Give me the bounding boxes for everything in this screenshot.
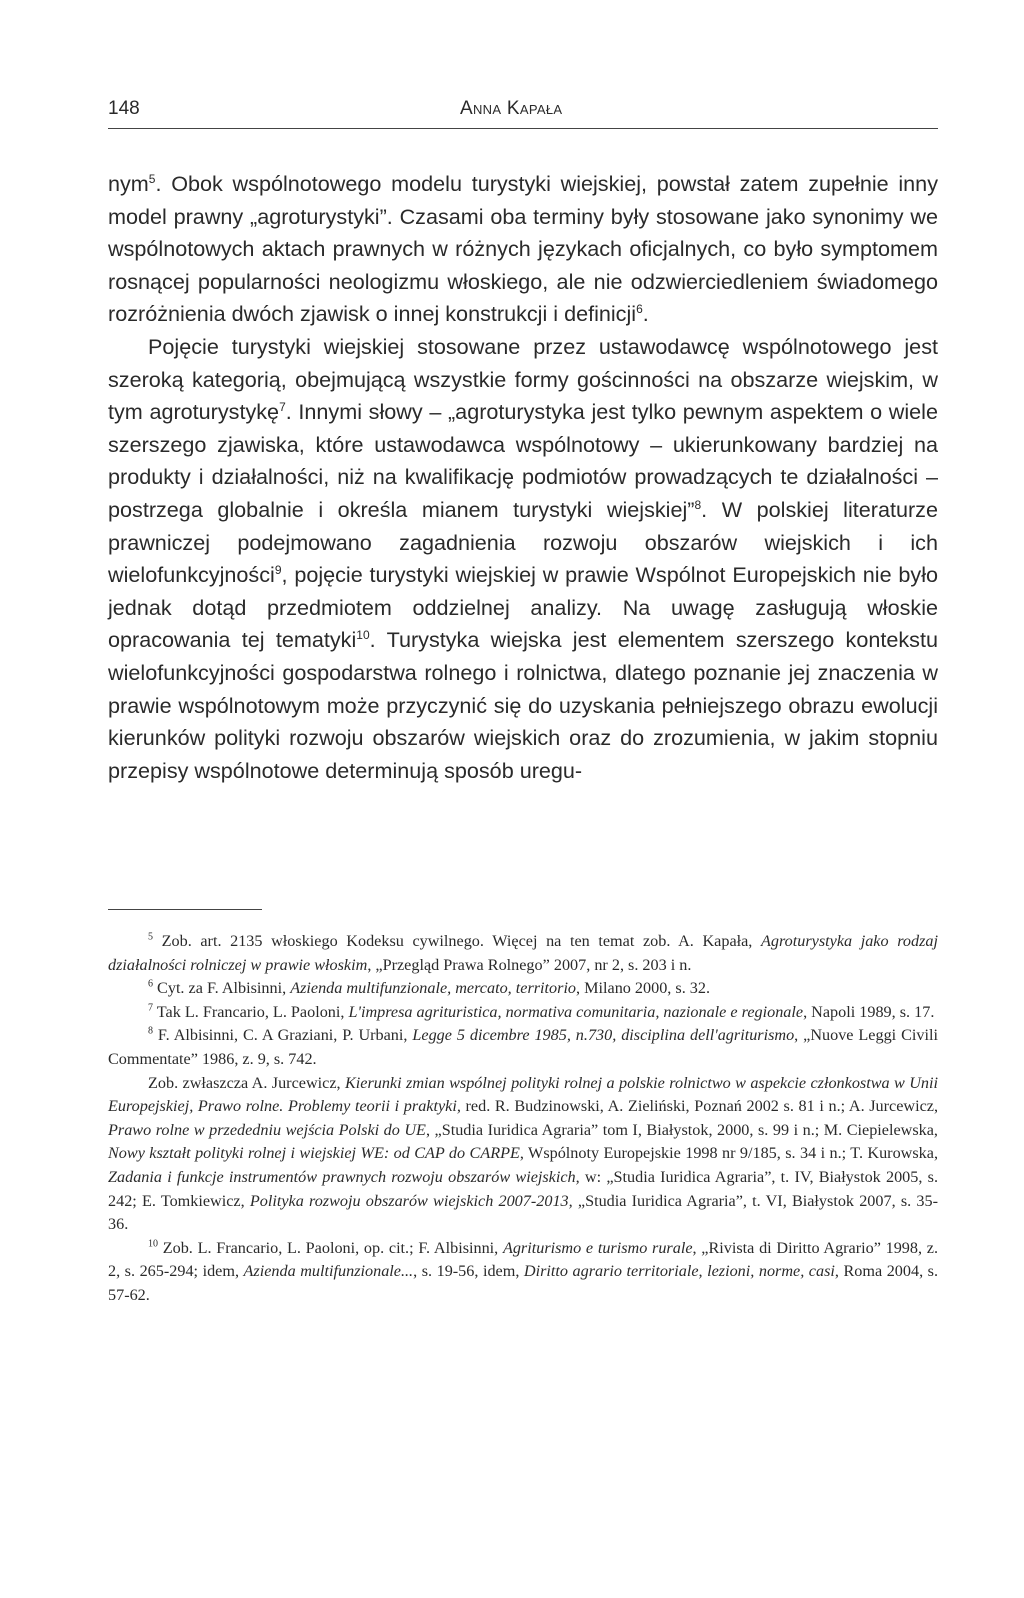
- text-run: , Wspólnoty Europejskie 1998 nr 9/185, s. 34 i n.; T. Kurowska,: [519, 1144, 938, 1163]
- footnote-6: [108, 977, 938, 1001]
- citation-title: Agriturismo e turismo rurale: [502, 1238, 693, 1257]
- text-run: nym: [108, 171, 149, 196]
- running-head-author: Anna Kapała: [460, 98, 563, 119]
- text-run: . Innymi słowy – „agroturystyka jest tylko pewnym aspektem o wiele szerszego zjawiska, które ustawodawca wspólnotowy – ukierunkowany bardziej na produkty i działalności, niż na kwalifikację podmiotów prowadzących te działalności – postrzega globalnie i określa mianem turystyki wiejskiej”: [108, 399, 938, 522]
- footnote-number: 10: [148, 1238, 158, 1250]
- text-run: Zob. zwłaszcza A. Jurcewicz,: [148, 1073, 345, 1092]
- text-run: , „Przegląd Prawa Rolnego” 2007, nr 2, s. 203 i n.: [367, 955, 692, 974]
- text-run: Zob. L. Francario, L. Paoloni, op. cit.; F. Albisinni,: [158, 1238, 503, 1257]
- text-run: , „Rivista di Diritto Agrario” 1998, z. 2, s. 265-294; idem,: [108, 1238, 939, 1281]
- text-run: „Studia Iuridica Agraria”, t. VI, Białystok 2007, s. 35-36.: [108, 1191, 938, 1234]
- citation-title: Azienda multifunzionale, mercato, territorio: [290, 979, 577, 998]
- paragraph-2: [108, 331, 938, 787]
- footnote-ref-7[interactable]: 7: [279, 399, 286, 414]
- text-run: , s. 19-56, idem,: [413, 1262, 524, 1281]
- footnote-separator: [108, 909, 262, 910]
- citation-title: L'impresa agrituristica, normativa comunitaria, nazionale e regionale: [348, 1002, 804, 1021]
- citation-title: Prawo rolne w przededniu wejścia Polski do UE: [108, 1120, 426, 1139]
- text-run: , pojęcie turystyki wiejskiej w prawie Wspólnot Europejskich nie było jednak dotąd przedmiotem oddzielnej analizy. Na uwagę zasługują włoskie opracowania tej tematyki: [108, 562, 938, 653]
- footnote-number: 5: [148, 931, 153, 943]
- text-run: , „Nuove Leggi Civili Commentate” 1986, z. 9, s. 742.: [108, 1026, 938, 1068]
- footnote-8: [108, 1024, 938, 1071]
- citation-title: Kierunki zmian wspólnej polityki rolnej a polskie rolnictwo w aspekcie członkostwa w Unii Europejskiej, Prawo rolne. Problemy teorii i praktyki,: [108, 1073, 939, 1116]
- citation-title: Zadania i funkcje instrumentów prawnych rozwoju obszarów wiejskich,: [108, 1167, 580, 1186]
- citation-title: Nowy kształt polityki rolnej i wiejskiej WE: od CAP do CARPE: [108, 1144, 520, 1163]
- footnote-number: 6: [148, 978, 153, 990]
- footnote-9: [108, 1072, 938, 1237]
- text-run: w: „Studia Iuridica Agraria”, t. IV, Białystok 2005, s. 242; E. Tomkiewicz,: [108, 1167, 938, 1210]
- text-run: , Roma 2004, s. 57-62.: [108, 1262, 939, 1304]
- footnote-number: 7: [148, 1002, 153, 1014]
- footnote-ref-10[interactable]: 10: [356, 628, 370, 643]
- footnote-ref-5[interactable]: 5: [148, 171, 156, 186]
- text-run: .: [642, 301, 649, 327]
- footnote-10: [108, 1237, 938, 1308]
- text-run: F. Albisinni, C. A Graziani, P. Urbani,: [153, 1026, 413, 1045]
- citation-title: Polityka rozwoju obszarów wiejskich 2007-2013,: [249, 1191, 573, 1210]
- footnote-5: [108, 930, 938, 977]
- text-run: Cyt. za F. Albisinni,: [153, 979, 291, 998]
- citation-title: Agroturystyka jako rodzaj działalności rolniczej w prawie włoskim: [108, 932, 938, 974]
- text-run: Tak L. Francario, L. Paoloni,: [153, 1002, 349, 1021]
- text-run: . W polskiej literaturze prawniczej podejmowano zagadnienia rozwoju obszarów wiejskich i ich wielofunkcyjności: [108, 496, 938, 588]
- text-run: , Milano 2000, s. 32.: [576, 979, 711, 998]
- text-run: . Obok wspólnotowego modelu turystyki wiejskiej, powstał zatem zupełnie inny model prawny „agroturystyki”. Czasami oba terminy były stosowane jako synonimy we wspólnotowych aktach prawnych w różnych językach oficjalnych, co było symptomem rosnącej popularności neologizmu włoskiego, ale nie odzwierciedleniem świadomego rozróżnienia dwóch zjawisk o innej konstrukcji i definicji: [108, 171, 938, 327]
- citation-title: Diritto agrario territoriale, lezioni, norme, casi: [523, 1262, 835, 1281]
- text-run: . Turystyka wiejska jest elementem szerszego kontekstu wielofunkcyjności gospodarstwa rolnego i rolnictwa, dlatego poznanie jej znaczenia w prawie wspólnotowym może przyczynić się do uzyskania pełniejszego obrazu ewolucji kierunków polityki rozwoju obszarów wiejskich oraz do zrozumienia, w jakim stopniu przepisy wspólnotowe determinują sposób uregu-: [108, 627, 938, 783]
- text-run: , „Studia Iuridica Agraria” tom I, Białystok, 2000, s. 99 i n.; M. Ciepielewska,: [425, 1120, 938, 1139]
- footnote-ref-6[interactable]: 6: [636, 302, 643, 317]
- citation-title: Azienda multifunzionale...: [243, 1262, 414, 1281]
- citation-title: Legge 5 dicembre 1985, n.730, disciplina dell'agriturismo: [412, 1026, 795, 1045]
- page-number: 148: [108, 98, 140, 119]
- footnote-number: 8: [148, 1025, 153, 1037]
- main-text: [108, 168, 938, 787]
- text-run: red. R. Budzinowski, A. Zieliński, Poznań 2002 s. 81 i n.; A. Jurcewicz,: [460, 1097, 939, 1116]
- text-run: Pojęcie turystyki wiejskiej stosowane przez ustawodawcę wspólnotowego jest szeroką kategorią, obejmującą wszystkie formy gościnności na obszarze wiejskim, w tym agroturystykę: [108, 333, 938, 425]
- footnote-7: [108, 1001, 938, 1025]
- footnote-ref-9[interactable]: 9: [274, 562, 282, 577]
- footnote-ref-8[interactable]: 8: [694, 497, 702, 512]
- page-header: [108, 98, 938, 129]
- footnotes: [108, 930, 938, 1308]
- paragraph-1: [108, 168, 938, 331]
- text-run: , Napoli 1989, s. 17.: [803, 1002, 935, 1021]
- text-run: Zob. art. 2135 włoskiego Kodeksu cywilnego. Więcej na ten temat zob. A. Kapała,: [153, 932, 761, 950]
